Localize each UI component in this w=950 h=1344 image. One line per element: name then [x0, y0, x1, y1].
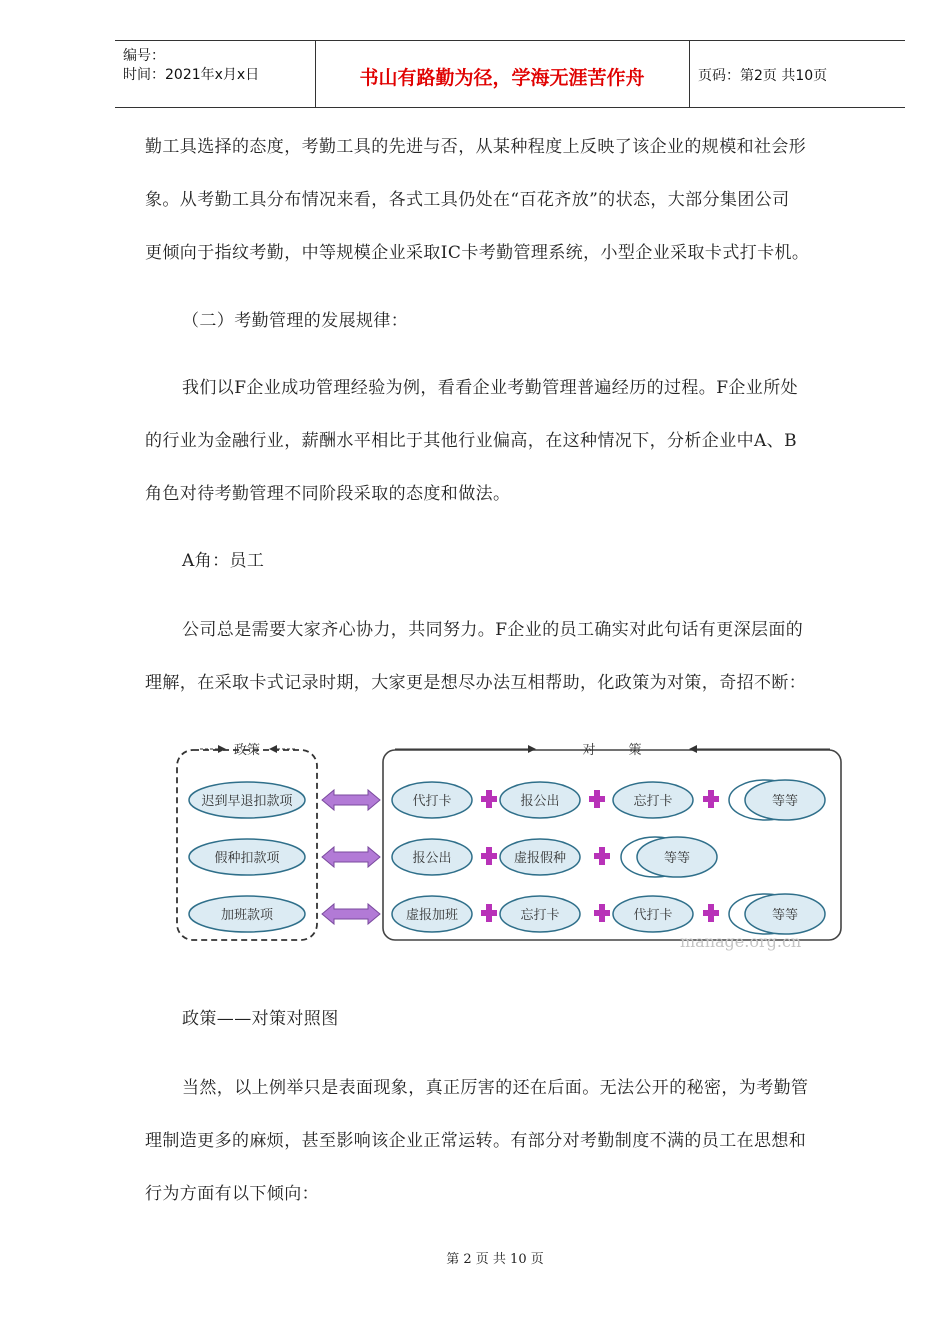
header-motto-cell: [315, 41, 690, 107]
strategy-item-stacked: [729, 780, 825, 820]
page-header: [115, 40, 905, 108]
role-a-text: A角：员工: [182, 551, 265, 571]
plus-icon: [589, 790, 605, 808]
paragraph-line: 行为方面有以下倾向：: [145, 1184, 319, 1204]
strategy-label: 代打卡: [412, 794, 452, 809]
paragraph-line: 公司总是需要大家齐心协力，共同努力。F企业的员工确实对此句话有更深层面的: [182, 620, 804, 640]
document-time-label: 时间：2021年x月x日: [123, 67, 260, 83]
section-heading-text: （二）考勤管理的发展规律：: [182, 311, 409, 331]
strategy-item: [392, 839, 472, 875]
section-heading: [182, 295, 912, 348]
strategy-label: 忘打卡: [520, 908, 560, 923]
strategy-item-stacked: [729, 894, 825, 934]
paragraph-line: 更倾向于指纹考勤，中等规模企业采取IC卡考勤管理系统，小型企业采取卡式打卡机。: [145, 243, 810, 263]
plus-icon: [481, 904, 497, 922]
role-a-heading: [182, 535, 912, 588]
policy-title: 政策: [233, 743, 261, 758]
document-number-label: 编号：: [123, 48, 165, 64]
strategy-label: 忘打卡: [633, 794, 673, 809]
policy-label: 假种扣款项: [214, 851, 280, 866]
strategy-label: 代打卡: [633, 908, 673, 923]
paragraph-line: 当然，以上例举只是表面现象，真正厉害的还在后面。无法公开的秘密，为考勤管: [182, 1078, 809, 1098]
strategy-item: [392, 896, 472, 932]
paragraph-f-enterprise: [145, 362, 875, 521]
paragraph-line: 象。从考勤工具分布情况来看，各式工具仍处在“百花齐放”的状态，大部分集团公司: [145, 190, 790, 210]
strategy-label: 报公出: [520, 794, 560, 809]
diagram-caption: [182, 993, 912, 1046]
policy-label: 加班款项: [220, 908, 274, 923]
strategy-item: [500, 839, 580, 875]
paragraph-employees: [145, 604, 875, 710]
strategy-item-stacked: [621, 837, 717, 877]
policy-item: [189, 839, 305, 875]
strategy-label: 等等: [771, 794, 799, 809]
plus-icon: [703, 904, 719, 922]
paragraph-attendance-tools: [145, 121, 875, 280]
paragraph-line: 角色对待考勤管理不同阶段采取的态度和做法。: [145, 484, 511, 504]
double-arrow-icon: [322, 904, 380, 924]
paragraph-line: 勤工具选择的态度，考勤工具的先进与否，从某种程度上反映了该企业的规模和社会形: [145, 137, 807, 157]
double-arrow-icon: [322, 847, 380, 867]
page-footer: 第 2 页 共 10 页: [446, 1252, 544, 1267]
paragraph-line: 理制造更多的麻烦，甚至影响该企业正常运转。有部分对考勤制度不满的员工在思想和: [145, 1131, 807, 1151]
policy-item: [189, 896, 305, 932]
paragraph-line: 的行业为金融行业，薪酬水平相比于其他行业偏高，在这种情况下，分析企业中A、B: [145, 431, 797, 451]
plus-icon: [481, 790, 497, 808]
policy-item: [189, 782, 305, 818]
header-motto: 书山有路勤为径，学海无涯苦作舟: [359, 67, 645, 89]
plus-icon: [594, 847, 610, 865]
header-page-cell: [690, 41, 905, 107]
strategy-label: 报公出: [412, 851, 452, 866]
strategy-item: [392, 782, 472, 818]
strategy-label: 虚报假种: [513, 851, 567, 866]
paragraph-line: 我们以F企业成功管理经验为例，看看企业考勤管理普遍经历的过程。F企业所处: [182, 378, 798, 398]
strategy-label: 等等: [771, 908, 799, 923]
strategy-label: 等等: [663, 851, 691, 866]
header-meta: [115, 41, 316, 107]
paragraph-hidden-secrets: [145, 1062, 875, 1221]
policy-strategy-diagram: [170, 730, 850, 955]
paragraph-line: 理解，在采取卡式记录时期，大家更是想尽办法互相帮助，化政策为对策，奇招不断：: [145, 673, 807, 693]
plus-icon: [481, 847, 497, 865]
caption-text: 政策——对策对照图: [182, 1009, 339, 1029]
strategy-title: 对 策: [582, 743, 642, 758]
strategy-item: [500, 782, 580, 818]
diagram-watermark: manage.org.cn: [680, 932, 802, 951]
strategy-label: 虚报加班: [405, 908, 459, 923]
strategy-item: [613, 896, 693, 932]
double-arrow-icon: [322, 790, 380, 810]
strategy-item: [613, 782, 693, 818]
strategy-item: [500, 896, 580, 932]
policy-label: 迟到早退扣款项: [201, 794, 293, 809]
plus-icon: [703, 790, 719, 808]
header-page-code: 页码：第2页 共10页: [698, 68, 828, 84]
plus-icon: [594, 904, 610, 922]
